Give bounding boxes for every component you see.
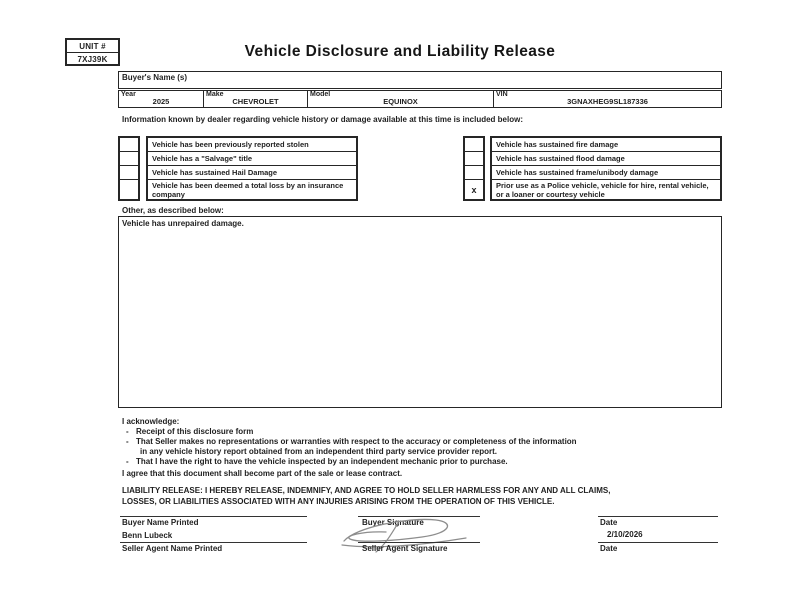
seller-date-value: 2/10/2026 (607, 530, 643, 539)
vehicle-vin-cell (494, 91, 721, 107)
bullet-dash (122, 447, 140, 457)
checkbox-stolen[interactable] (120, 138, 138, 152)
label-salvage: Vehicle has a "Salvage" title (148, 152, 356, 166)
acknowledgement-item (122, 457, 722, 467)
unit-number-value[interactable]: 7XJ39K (77, 54, 108, 64)
unit-number-label: UNIT # (67, 40, 118, 53)
make-value[interactable]: CHEVROLET (232, 97, 279, 106)
acknowledgement-text: That Seller makes no representations or warranties with respect to the accuracy or completeness of the information (136, 437, 577, 446)
label-prior-use: Prior use as a Police vehicle, vehicle for hire, rental vehicle, or a loaner or courtesy vehicle (496, 180, 709, 199)
acknowledgement-text: Receipt of this disclosure form (136, 427, 254, 436)
right-checkbox-column (463, 136, 485, 201)
buyer-name-printed-label: Buyer Name Printed (122, 518, 199, 527)
seller-agent-signature-line[interactable] (358, 542, 480, 543)
vin-label: VIN (496, 91, 508, 98)
vehicle-info-table (118, 90, 722, 108)
checkbox-hail[interactable] (120, 166, 138, 180)
seller-agent-name-line[interactable] (120, 542, 307, 543)
checkbox-fire-damage[interactable] (465, 138, 483, 152)
right-checkbox-labels (490, 136, 722, 201)
buyer-name-field[interactable] (118, 71, 722, 89)
checkbox-prior-use[interactable]: x (471, 184, 477, 195)
label-frame-damage: Vehicle has sustained frame/unibody damage (492, 166, 720, 180)
label-flood-damage: Vehicle has sustained flood damage (492, 152, 720, 166)
seller-agent-name-printed-label: Seller Agent Name Printed (122, 544, 223, 553)
buyer-date-label: Date (600, 518, 618, 527)
label-hail: Vehicle has sustained Hail Damage (148, 166, 356, 180)
label-total-loss: Vehicle has been deemed a total loss by an insurance company (152, 180, 344, 199)
bullet-dash: - (126, 437, 129, 446)
seller-agent-name-value: Benn Lubeck (122, 531, 173, 540)
left-checkbox-labels (146, 136, 358, 201)
seller-date-line[interactable] (598, 542, 718, 543)
acknowledgement-block (122, 417, 722, 467)
vehicle-make-cell (204, 91, 308, 107)
checkbox-total-loss[interactable] (120, 180, 138, 199)
checkbox-salvage[interactable] (120, 152, 138, 166)
checkbox-frame-damage[interactable] (465, 166, 483, 180)
seller-date-label: Date (600, 544, 618, 553)
acknowledgement-text: in any vehicle history report obtained from an independent third party service provider report. (140, 447, 497, 456)
acknowledgement-heading: I acknowledge: (122, 417, 180, 426)
other-description-text: Vehicle has unrepaired damage. (122, 219, 244, 228)
model-value[interactable]: EQUINOX (383, 97, 418, 106)
buyer-name-printed-line[interactable] (120, 516, 307, 517)
agreement-line: I agree that this document shall become part of the sale or lease contract. (122, 469, 403, 478)
bullet-dash: - (126, 457, 129, 466)
other-description-textarea[interactable] (118, 216, 722, 408)
acknowledgement-text: That I have the right to have the vehicle inspected by an independent mechanic prior to purchase. (136, 457, 508, 466)
checkbox-flood-damage[interactable] (465, 152, 483, 166)
seller-agent-signature-label: Seller Agent Signature (362, 544, 448, 553)
label-stolen: Vehicle has been previously reported stolen (148, 138, 356, 152)
liability-release-paragraph (122, 486, 722, 507)
bullet-dash: - (126, 427, 129, 436)
make-label: Make (206, 91, 224, 98)
year-label: Year (121, 91, 136, 98)
acknowledgement-item (122, 427, 722, 437)
acknowledgement-item (122, 447, 722, 457)
year-value[interactable]: 2025 (152, 97, 170, 106)
left-checkbox-column (118, 136, 140, 201)
buyer-signature-label: Buyer Signature (362, 518, 424, 527)
other-section-label: Other, as described below: (122, 206, 224, 215)
buyer-name-label: Buyer's Name (s) (122, 73, 188, 82)
buyer-date-line[interactable] (598, 516, 718, 517)
vehicle-year-cell (119, 91, 204, 107)
acknowledgement-item (122, 437, 722, 447)
liability-release-line1: LIABILITY RELEASE: I HEREBY RELEASE, INDEMNIFY, AND AGREE TO HOLD SELLER HARMLESS FOR ANY AND ALL CLAIMS, (122, 486, 611, 495)
vehicle-model-cell (308, 91, 494, 107)
page-title: Vehicle Disclosure and Liability Release (244, 43, 556, 60)
liability-release-line2: LOSSES, OR LIABILITIES ASSOCIATED WITH ANY INJURIES ARISING FROM THE OPERATION OF THIS VEHICLE. (122, 496, 555, 506)
disclosure-intro-text: Information known by dealer regarding vehicle history or damage available at this time is included below: (122, 115, 523, 124)
vin-value[interactable]: 3GNAXHEG9SL187336 (567, 97, 648, 106)
label-fire-damage: Vehicle has sustained fire damage (492, 138, 720, 152)
model-label: Model (310, 91, 331, 98)
